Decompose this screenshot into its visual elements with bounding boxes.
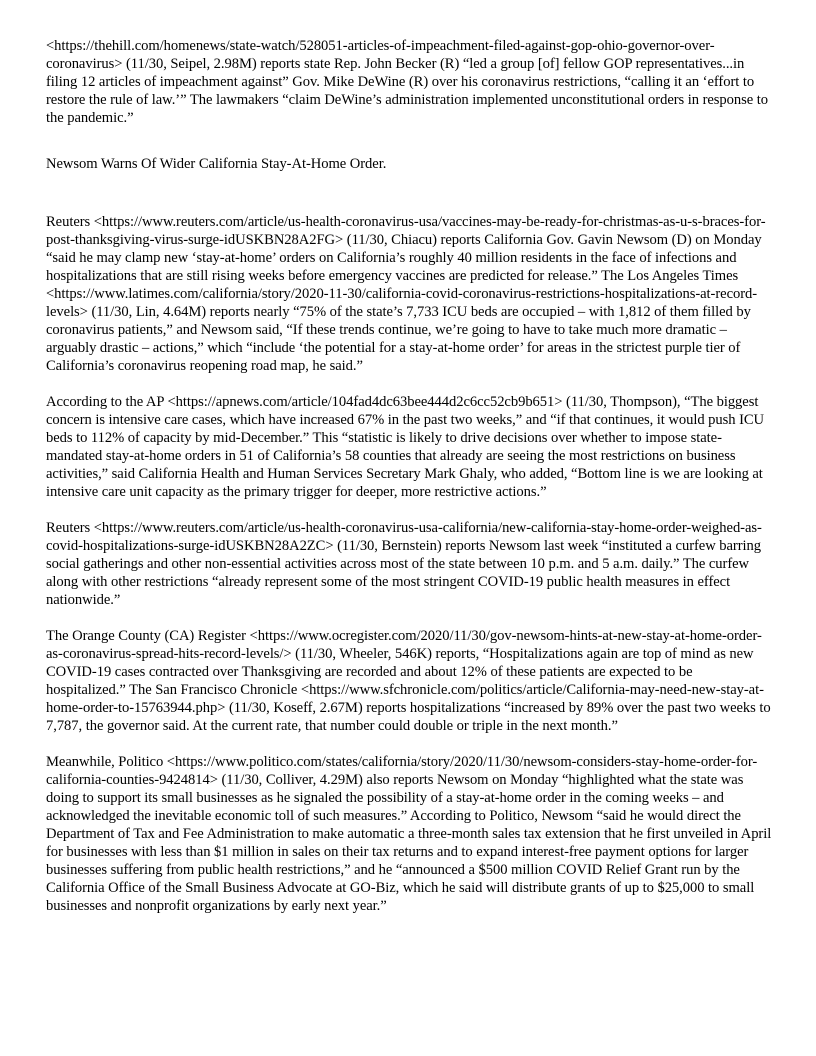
section-headline: Newsom Warns Of Wider California Stay-At-Home Order. <box>46 156 387 172</box>
paragraph-ap-icu: According to the AP <https://apnews.com/article/104fad4dc63bee444d2c6cc52cb9b651> (11/30, Thompson), “The biggest concern is intensive care cases, which have increased 67% in the past two weeks,” and “if that continues, it would push ICU beds to 112% of capacity by mid-December.” This “statistic is likely to drive decisions over whether to impose state-mandated stay-at-home orders in 51 of California’s 58 counties that already are seeing the most restrictions on business activities,” said California Health and Human Services Secretary Mark Ghaly, who added, “Bottom line is we are looking at intensive care unit capacity as the primary trigger for deeper, more restrictive actions.” <box>46 394 765 500</box>
document-page <box>46 37 774 933</box>
paragraph-ohio-impeachment: <https://thehill.com/homenews/state-watch/528051-articles-of-impeachment-filed-against-gop-ohio-governor-over-coronavirus> (11/30, Seipel, 2.98M) reports state Rep. John Becker (R) “led a group [of] fellow GOP representatives...in filing 12 articles of impeachment against” Gov. Mike DeWine (R) over his coronavirus restrictions, “calling it an ‘effort to restore the rule of law.’” The lawmakers “claim DeWine’s administration implemented unconstitutional orders in response to the pandemic.” <box>46 38 768 126</box>
paragraph-politico: Meanwhile, Politico <https://www.politico.com/states/california/story/2020/11/30/newsom-considers-stay-home-order-for-california-counties-9424814> (11/30, Colliver, 4.29M) also reports Newsom on Monday “highlighted what the state was doing to support its small businesses as he signaled the possibility of a stay-at-home order in the coming weeks – and acknowledged the inevitable economic toll of such measures.” According to Politico, Newsom “said he would direct the Department of Tax and Fee Administration to make automatic a three-month sales tax extension that he first unveiled in April for businesses with less than $1 million in sales on their tax returns and to expand interest-free payment options for larger businesses suffering from public health restrictions,” and he “announced a $500 million COVID Relief Grant run by the California Office of the Small Business Advocate at GO-Biz, which he said will distribute grants of up to $25,000 to small businesses and nonprofit organizations by early next year.” <box>46 754 772 914</box>
paragraph-reuters-stay-at-home: Reuters <https://www.reuters.com/article/us-health-coronavirus-usa/vaccines-may-be-ready-for-christmas-as-u-s-braces-for-post-thanksgiving-virus-surge-idUSKBN28A2FG> (11/30, Chiacu) reports California Gov. Gavin Newsom (D) on Monday “said he may clamp new ‘stay-at-home’ orders on California’s roughly 40 million residents in the face of infections and hospitalizations that are still rising weeks before emergency vaccines are predicted for release.” The Los Angeles Times <https://www.latimes.com/california/story/2020-11-30/california-covid-coronavirus-restrictions-hospitalizations-at-record-levels> (11/30, Lin, 4.64M) reports nearly “75% of the state’s 7,733 ICU beds are occupied – with 1,812 of them filled by coronavirus patients,” and Newsom said, “If these trends continue, we’re going to have to take much more dramatic – arguably drastic – actions,” which “include ‘the potential for a stay-at-home order’ for areas in the strictest purple tier of California’s coronavirus reopening road map, he said.” <box>46 214 766 374</box>
paragraph-reuters-curfew: Reuters <https://www.reuters.com/article/us-health-coronavirus-usa-california/new-california-stay-home-order-weighed-as-covid-hospitalizations-surge-idUSKBN28A2ZC> (11/30, Bernstein) reports Newsom last week “instituted a curfew barring social gatherings and other non-essential activities across most of the state between 10 p.m. and 5 a.m. daily.” The curfew along with other restrictions “already represent some of the most stringent COVID-19 public health measures in effect nationwide.” <box>46 520 762 608</box>
paragraph-oc-register: The Orange County (CA) Register <https://www.ocregister.com/2020/11/30/gov-newsom-hints-at-new-stay-at-home-order-as-coronavirus-spread-hits-record-levels/> (11/30, Wheeler, 546K) reports, “Hospitalizations again are top of mind as new COVID-19 cases contracted over Thanksgiving are recorded and about 12% of these patients are expected to be hospitalized.” The San Francisco Chronicle <https://www.sfchronicle.com/politics/article/California-may-need-new-stay-at-home-order-to-15763944.php> (11/30, Koseff, 2.67M) reports hospitalizations “increased by 89% over the past two weeks to 7,787, the governor said. At the current rate, that number could double or triple in the next month.” <box>46 628 771 734</box>
